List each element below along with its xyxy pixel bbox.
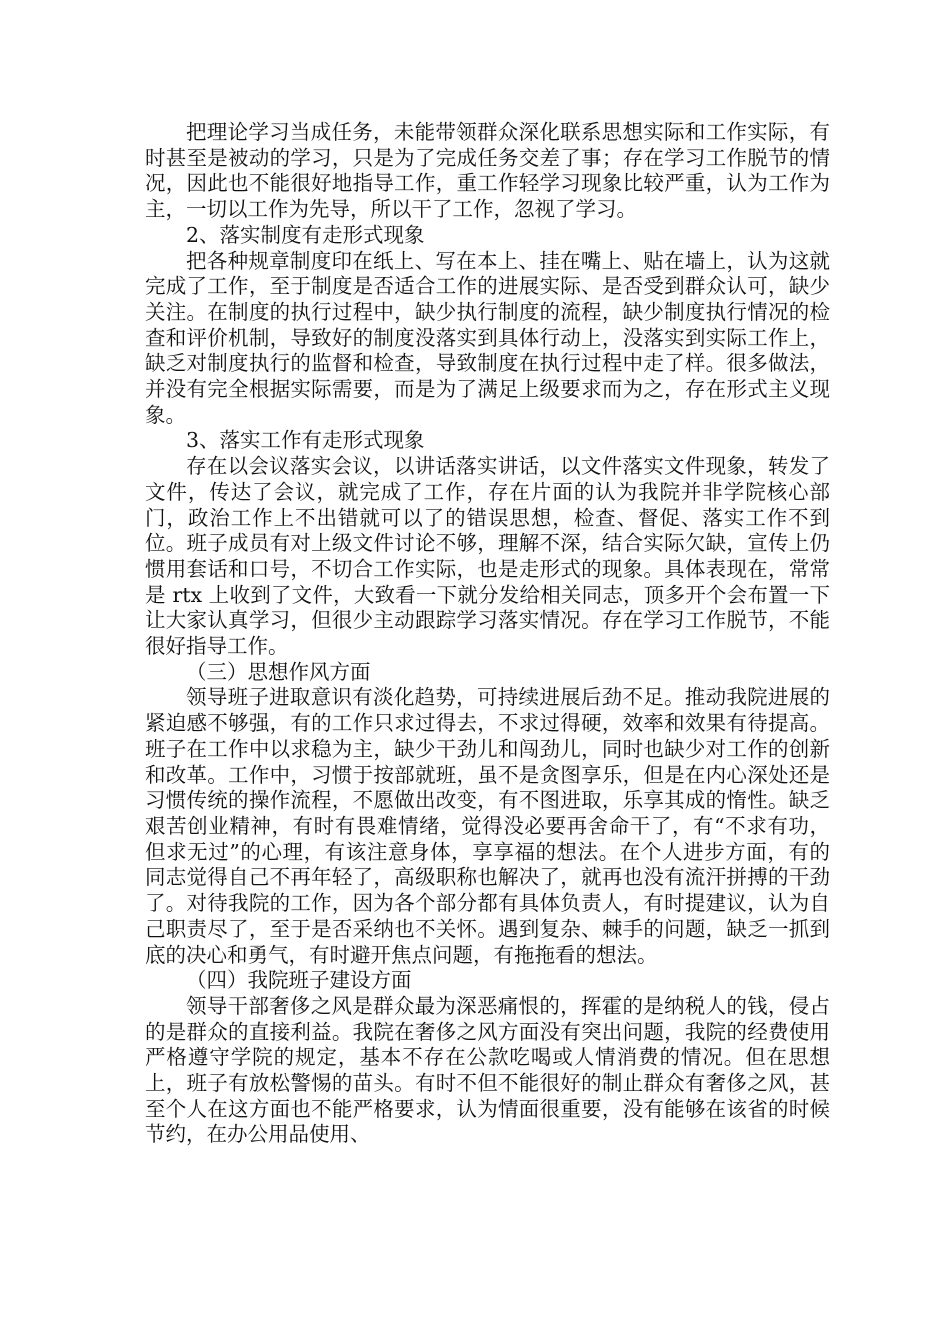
section-heading: （三）思想作风方面 bbox=[186, 659, 371, 684]
document-body bbox=[145, 120, 830, 1148]
section-heading: 2、落实制度有走形式现象 bbox=[186, 222, 425, 247]
paragraph: 存在以会议落实会议，以讲话落实讲话，以文件落实文件现象，转发了文件，传达了会议，就完成了工作，存在片面的认为我院并非学院核心部门，政治工作上不出错就可以了的错误思想，检查、督促、落实工作不到位。班子成员有对上级文件讨论不够，理解不深，结合实际欠缺，宣传上仍惯用套话和口号，不切合工作实际，也是走形式的现象。具体表现在，常常是 rtx 上收到了文件，大致看一下就分发给相关同志，顶多开个会布置一下让大家认真学习，但很少主动跟踪学习落实情况。存在学习工作脱节，不能很好指导工作。 bbox=[145, 454, 830, 659]
section-heading: （四）我院班子建设方面 bbox=[186, 968, 412, 993]
section-heading: 3、落实工作有走形式现象 bbox=[186, 428, 425, 453]
paragraph: 领导班子进取意识有淡化趋势，可持续进展后劲不足。推动我院进展的紧迫感不够强，有的工作只求过得去，不求过得硬，效率和效果有待提高。班子在工作中以求稳为主，缺少干劲儿和闯劲儿，同时也缺少对工作的创新和改革。工作中，习惯于按部就班，虽不是贪图享乐，但是在内心深处还是习惯传统的操作流程，不愿做出改变，有不图进取，乐享其成的惰性。缺乏艰苦创业精神，有时有畏难情绪，觉得没必要再舍命干了，有“不求有功，但求无过”的心理，有该注意身体，享享福的想法。在个人进步方面，有的同志觉得自己不再年轻了，高级职称也解决了，就再也没有流汗拼搏的干劲了。对待我院的工作，因为各个部分都有具体负责人，有时提建议，认为自己职责尽了，至于是否采纳也不关怀。遇到复杂、棘手的问题，缺乏一抓到底的决心和勇气，有时避开焦点问题，有拖拖看的想法。 bbox=[145, 685, 830, 967]
paragraph: 把理论学习当成任务，未能带领群众深化联系思想实际和工作实际，有时甚至是被动的学习，只是为了完成任务交差了事；存在学习工作脱节的情况，因此也不能很好地指导工作，重工作轻学习现象比较严重，认为工作为主，一切以工作为先导，所以干了工作，忽视了学习。 bbox=[145, 120, 830, 222]
paragraph: 把各种规章制度印在纸上、写在本上、挂在嘴上、贴在墙上，认为这就完成了工作，至于制度是否适合工作的进展实际、是否受到群众认可，缺少关注。在制度的执行过程中，缺少执行制度的流程，缺少制度执行情况的检查和评价机制，导致好的制度没落实到具体行动上，没落实到实际工作上，缺乏对制度执行的监督和检查，导致制度在执行过程中走了样。很多做法，并没有完全根据实际需要，而是为了满足上级要求而为之，存在形式主义现象。 bbox=[145, 248, 830, 427]
paragraph: 领导干部奢侈之风是群众最为深恶痛恨的，挥霍的是纳税人的钱，侵占的是群众的直接利益。我院在奢侈之风方面没有突出问题，我院的经费使用严格遵守学院的规定，基本不存在公款吃喝或人情消费的情况。但在思想上，班子有放松警惕的苗头。有时不但不能很好的制止群众有奢侈之风，甚至个人在这方面也不能严格要求，认为情面很重要，没有能够在该省的时候节约，在办公用品使用、 bbox=[145, 993, 830, 1147]
